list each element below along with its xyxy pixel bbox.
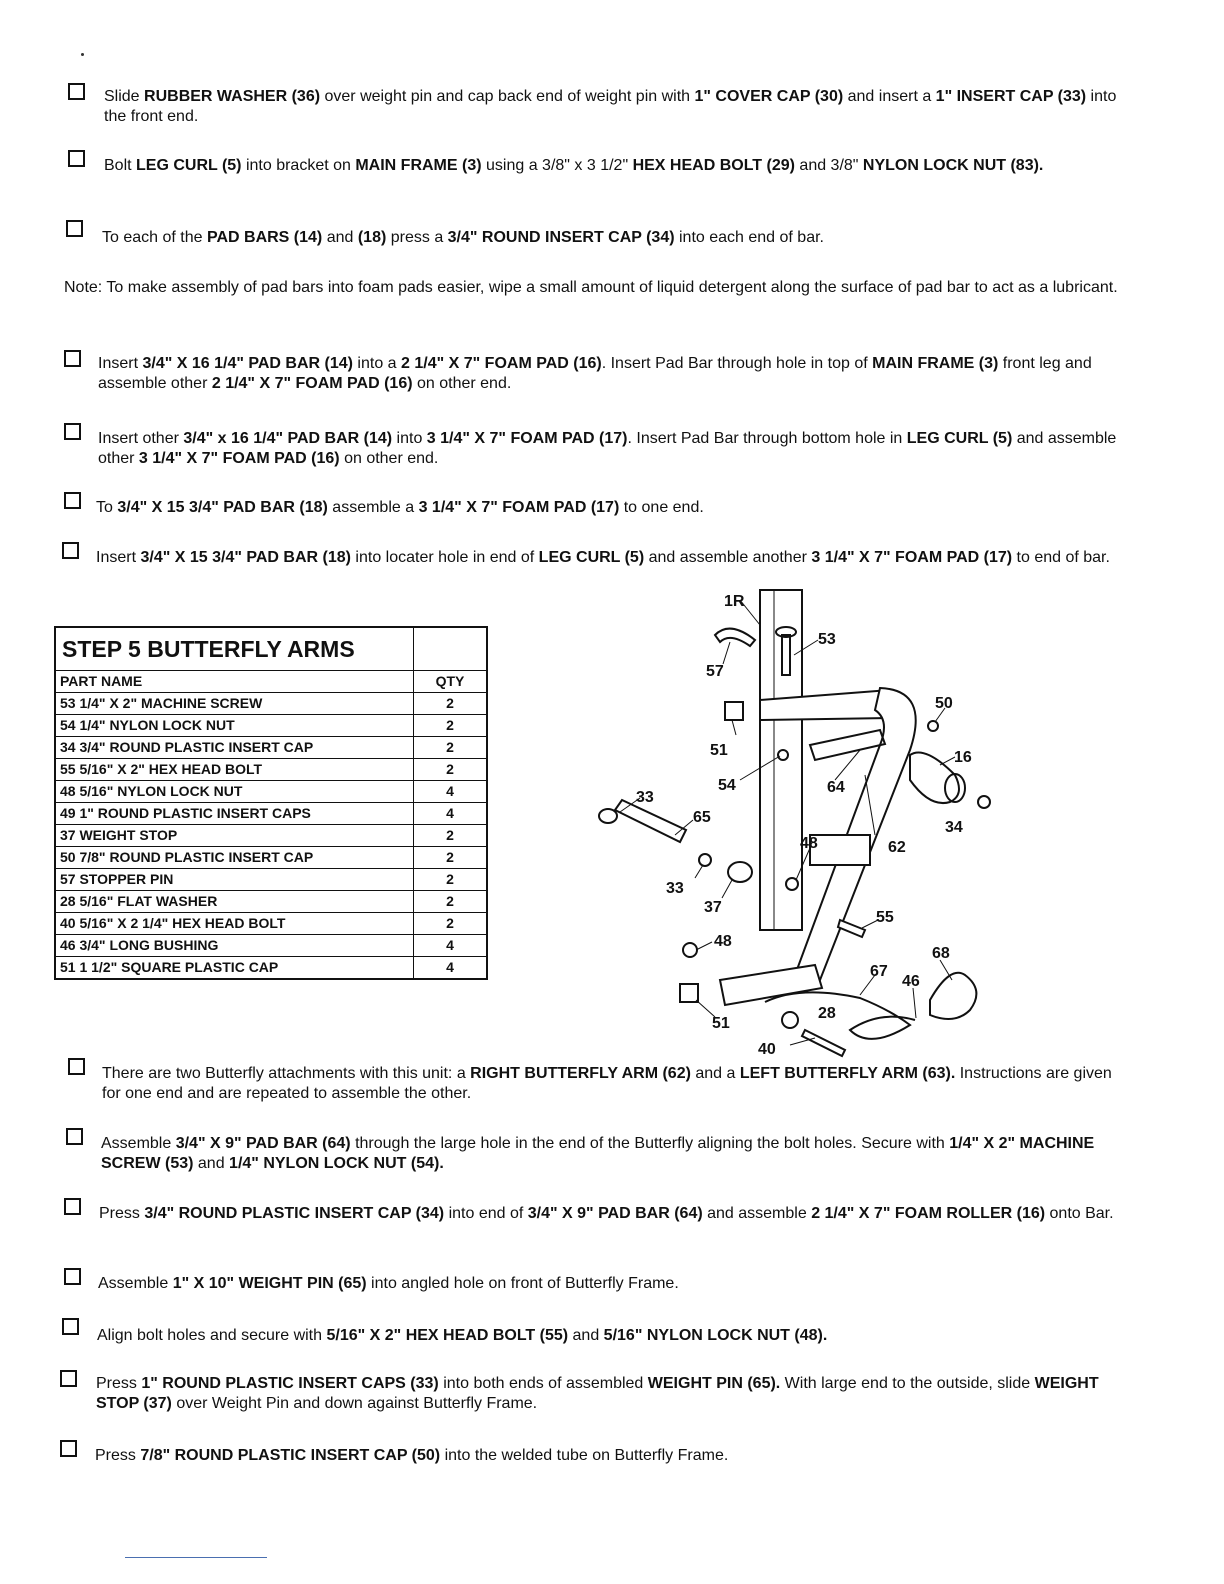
part-reference: 3/4" X 9" PAD BAR (64) <box>527 1205 703 1222</box>
instruction-segment: Insert other <box>98 430 184 447</box>
qty-cell: 2 <box>414 825 488 847</box>
checkbox[interactable] <box>64 423 81 440</box>
table-row <box>55 693 487 715</box>
instruction-text <box>96 548 1132 568</box>
cap-33-right <box>699 854 711 866</box>
table-row <box>55 825 487 847</box>
qty-cell: 2 <box>414 715 488 737</box>
label-54: 54 <box>718 777 736 794</box>
part-reference: MAIN FRAME (3) <box>355 157 482 174</box>
instruction-segment: Bolt <box>104 157 137 174</box>
instruction-text <box>104 87 1134 127</box>
checkbox[interactable] <box>60 1370 77 1387</box>
checkbox[interactable] <box>64 492 81 509</box>
square-cap-51-bottom <box>680 984 698 1002</box>
part-reference: 1/4" X 2" MACHINE SCREW (53) <box>101 1135 1095 1172</box>
instruction-segment: and 3/8" <box>794 157 863 174</box>
table-row <box>55 737 487 759</box>
instruction-segment: There are two Butterfly attachments with this unit: a <box>102 1065 471 1082</box>
instruction-segment: and assemble other <box>98 430 1117 467</box>
instruction-segment: into end of <box>444 1205 528 1222</box>
instruction-segment: over weight pin and cap back end of weight pin with <box>320 88 695 105</box>
label-33-right: 33 <box>666 880 684 897</box>
label-53: 53 <box>818 631 836 648</box>
instruction-text <box>98 429 1132 469</box>
instruction-segment: and assemble another <box>644 549 812 566</box>
part-reference: 3/4" ROUND PLASTIC INSERT CAP (34) <box>144 1205 445 1222</box>
part-reference: LEG CURL (5) <box>906 430 1013 447</box>
instruction-segment: To each of the <box>102 229 207 246</box>
insert-cap-34 <box>978 796 990 808</box>
part-reference: 1" ROUND PLASTIC INSERT CAPS (33) <box>141 1375 439 1392</box>
part-reference: NYLON LOCK NUT (83). <box>862 157 1044 174</box>
instruction-text <box>97 1326 1127 1346</box>
qty-cell: 2 <box>414 737 488 759</box>
part-name-cell: 48 5/16" NYLON LOCK NUT <box>55 781 414 803</box>
label-57: 57 <box>706 663 724 680</box>
part-reference: WEIGHT PIN (65). <box>647 1375 781 1392</box>
label-46: 46 <box>902 973 920 990</box>
checkbox[interactable] <box>64 1268 81 1285</box>
table-title-qty-blank <box>414 627 488 671</box>
part-reference: 3/4" X 15 3/4" PAD BAR (18) <box>117 499 328 516</box>
table-row <box>55 913 487 935</box>
label-55: 55 <box>876 909 894 926</box>
instruction-segment: Insert <box>98 355 143 372</box>
instruction-segment: into locater hole in end of <box>350 549 539 566</box>
instruction-segment: into the welded tube on Butterfly Frame. <box>440 1447 729 1464</box>
instruction-segment: Press <box>99 1205 145 1222</box>
part-reference: (18) <box>357 229 387 246</box>
part-reference: LEFT BUTTERFLY ARM (63). <box>739 1065 956 1082</box>
table-row <box>55 891 487 913</box>
checkbox[interactable] <box>68 83 85 100</box>
instruction-segment: and <box>193 1155 230 1172</box>
instruction-segment: to one end. <box>619 499 704 516</box>
part-reference: 3/4" ROUND INSERT CAP (34) <box>447 229 675 246</box>
part-reference: PAD BARS (14) <box>206 229 323 246</box>
part-reference: WEIGHT STOP (37) <box>96 1375 1099 1412</box>
part-name-cell: 57 STOPPER PIN <box>55 869 414 891</box>
handle-68 <box>930 973 976 1019</box>
frame-bracket <box>810 835 870 865</box>
instruction-text <box>102 1064 1130 1104</box>
part-name-cell: 49 1" ROUND PLASTIC INSERT CAPS <box>55 803 414 825</box>
checkbox[interactable] <box>64 1198 81 1215</box>
table-row <box>55 935 487 957</box>
weight-stop-37 <box>728 862 752 882</box>
label-1R: 1R <box>724 593 745 610</box>
qty-cell: 4 <box>414 803 488 825</box>
label-51-top: 51 <box>710 742 728 759</box>
part-reference: 2 1/4" X 7" FOAM PAD (16) <box>211 375 413 392</box>
instruction-segment: through the large hole in the end of the Butterfly aligning the bolt holes. Secure with <box>350 1135 950 1152</box>
part-reference: 7/8" ROUND PLASTIC INSERT CAP (50) <box>140 1447 441 1464</box>
instruction-text <box>98 354 1132 394</box>
lock-nut-48 <box>683 943 697 957</box>
butterfly-arm-diagram <box>560 580 1030 1060</box>
instruction-segment: on other end. <box>339 450 439 467</box>
instruction-segment: into a <box>352 355 402 372</box>
part-reference: 3/4" X 9" PAD BAR (64) <box>175 1135 351 1152</box>
instruction-text <box>96 1374 1128 1414</box>
table-row <box>55 803 487 825</box>
qty-cell: 2 <box>414 759 488 781</box>
instruction-segment: . Insert Pad Bar through hole in top of <box>601 355 873 372</box>
instruction-segment: assemble a <box>327 499 419 516</box>
instruction-segment: and <box>322 229 358 246</box>
part-name-cell: 51 1 1/2" SQUARE PLASTIC CAP <box>55 957 414 980</box>
label-16: 16 <box>954 749 972 766</box>
label-64: 64 <box>827 779 845 796</box>
qty-cell: 2 <box>414 693 488 715</box>
instruction-segment: into the front end. <box>104 88 1117 125</box>
instruction-text <box>98 1274 1128 1294</box>
part-reference: 5/16" NYLON LOCK NUT (48). <box>603 1327 828 1344</box>
instruction-segment: press a <box>386 229 448 246</box>
checkbox[interactable] <box>64 350 81 367</box>
instruction-text <box>102 228 1132 248</box>
cable-67 <box>765 992 915 1039</box>
instruction-segment: over Weight Pin and down against Butterfly Frame. <box>171 1395 538 1412</box>
part-reference: 1" INSERT CAP (33) <box>935 88 1087 105</box>
instruction-text <box>104 156 1134 176</box>
part-reference: MAIN FRAME (3) <box>872 355 999 372</box>
table-row <box>55 715 487 737</box>
table-title-row <box>55 627 487 671</box>
label-68: 68 <box>932 945 950 962</box>
instruction-segment: into each end of bar. <box>674 229 824 246</box>
instruction-segment: into bracket on <box>241 157 356 174</box>
instruction-segment: Insert <box>96 549 141 566</box>
part-name-cell: 37 WEIGHT STOP <box>55 825 414 847</box>
part-reference: 2 1/4" X 7" FOAM ROLLER (16) <box>811 1205 1046 1222</box>
pad-bar-64 <box>810 730 885 760</box>
checkbox[interactable] <box>66 220 83 237</box>
part-name-cell: 40 5/16" X 2 1/4" HEX HEAD BOLT <box>55 913 414 935</box>
part-name-cell: 54 1/4" NYLON LOCK NUT <box>55 715 414 737</box>
part-reference: LEG CURL (5) <box>136 157 242 174</box>
checkbox[interactable] <box>60 1440 77 1457</box>
instruction-text <box>95 1446 1127 1466</box>
instruction-segment: With large end to the outside, slide <box>780 1375 1035 1392</box>
part-name-cell: 55 5/16" X 2" HEX HEAD BOLT <box>55 759 414 781</box>
instruction-segment: and <box>568 1327 604 1344</box>
part-reference: 3 1/4" X 7" FOAM PAD (17) <box>811 549 1013 566</box>
part-reference: HEX HEAD BOLT (29) <box>632 157 795 174</box>
label-34: 34 <box>945 819 963 836</box>
instruction-segment: and insert a <box>843 88 936 105</box>
scan-speck <box>81 53 84 56</box>
instruction-segment: Slide <box>104 88 145 105</box>
part-reference: 3 1/4" X 7" FOAM PAD (17) <box>418 499 620 516</box>
table-row <box>55 847 487 869</box>
part-name-cell: 28 5/16" FLAT WASHER <box>55 891 414 913</box>
instruction-text <box>99 1204 1129 1224</box>
instruction-segment: Assemble <box>101 1135 176 1152</box>
part-reference: 3/4" X 16 1/4" PAD BAR (14) <box>142 355 353 372</box>
instruction-segment: and a <box>690 1065 740 1082</box>
hex-bolt-40 <box>802 1030 845 1056</box>
label-40: 40 <box>758 1041 776 1058</box>
qty-cell: 4 <box>414 957 488 980</box>
weight-pin-65 <box>615 800 686 842</box>
part-reference: 3 1/4" X 7" FOAM PAD (16) <box>138 450 340 467</box>
table-row <box>55 957 487 980</box>
label-28: 28 <box>818 1005 836 1022</box>
instruction-text <box>96 498 1130 518</box>
table-row <box>55 781 487 803</box>
part-reference: 3/4" x 16 1/4" PAD BAR (14) <box>183 430 393 447</box>
part-reference: 5/16" X 2" HEX HEAD BOLT (55) <box>326 1327 569 1344</box>
insert-cap-50 <box>928 721 938 731</box>
instruction-segment: Press <box>95 1447 141 1464</box>
machine-screw-53 <box>782 635 790 675</box>
instruction-segment: and assemble <box>702 1205 812 1222</box>
instruction-segment: using a 3/8" x 3 1/2" <box>481 157 633 174</box>
column-header-part-name: PART NAME <box>55 671 414 693</box>
instruction-text <box>101 1134 1129 1174</box>
instruction-segment: front leg and assemble other <box>98 355 1092 392</box>
checkbox[interactable] <box>68 150 85 167</box>
label-62: 62 <box>888 839 906 856</box>
label-33-left: 33 <box>636 789 654 806</box>
parts-table-body <box>55 627 487 979</box>
instruction-segment: Align bolt holes and secure with <box>97 1327 327 1344</box>
instruction-segment: Press <box>96 1375 142 1392</box>
checkbox[interactable] <box>62 542 79 559</box>
checkbox[interactable] <box>62 1318 79 1335</box>
qty-cell: 2 <box>414 913 488 935</box>
part-reference: RUBBER WASHER (36) <box>144 88 321 105</box>
instruction-segment: into both ends of assembled <box>438 1375 648 1392</box>
label-48-mid: 48 <box>800 835 818 852</box>
part-reference: 1" X 10" WEIGHT PIN (65) <box>172 1275 367 1292</box>
part-name-cell: 34 3/4" ROUND PLASTIC INSERT CAP <box>55 737 414 759</box>
stopper-pin-57 <box>715 629 755 646</box>
qty-cell: 4 <box>414 935 488 957</box>
table-row <box>55 759 487 781</box>
checkbox[interactable] <box>66 1128 83 1145</box>
instruction-segment: Assemble <box>98 1275 173 1292</box>
foam-roller-16 <box>910 753 959 804</box>
flat-washer-28 <box>782 1012 798 1028</box>
part-reference: RIGHT BUTTERFLY ARM (62) <box>470 1065 691 1082</box>
part-name-cell: 46 3/4" LONG BUSHING <box>55 935 414 957</box>
square-cap-51-top <box>725 702 743 720</box>
label-65: 65 <box>693 809 711 826</box>
part-reference: 3 1/4" X 7" FOAM PAD (17) <box>426 430 628 447</box>
qty-cell: 4 <box>414 781 488 803</box>
instruction-segment: . Insert Pad Bar through bottom hole in <box>627 430 907 447</box>
column-header-qty: QTY <box>414 671 488 693</box>
parts-table <box>54 626 488 980</box>
instruction-segment: on other end. <box>412 375 512 392</box>
part-reference: 1/4" NYLON LOCK NUT (54). <box>229 1155 444 1172</box>
label-48-low: 48 <box>714 933 732 950</box>
hex-bolt-55 <box>838 920 865 937</box>
label-67: 67 <box>870 963 888 980</box>
part-reference: 1" COVER CAP (30) <box>694 88 844 105</box>
instruction-segment: to end of bar. <box>1012 549 1110 566</box>
instruction-segment: into <box>392 430 427 447</box>
cap-33-left <box>599 809 617 823</box>
instruction-segment: into angled hole on front of Butterfly Frame. <box>366 1275 679 1292</box>
qty-cell: 2 <box>414 891 488 913</box>
table-title: STEP 5 BUTTERFLY ARMS <box>55 627 414 671</box>
instruction-segment: Instructions are given for one end and are repeated to assemble the other. <box>102 1065 1112 1102</box>
checkbox[interactable] <box>68 1058 85 1075</box>
instruction-segment: onto Bar. <box>1045 1205 1114 1222</box>
part-reference: 2 1/4" X 7" FOAM PAD (16) <box>401 355 602 372</box>
part-reference: 3/4" X 15 3/4" PAD BAR (18) <box>140 549 351 566</box>
part-name-cell: 53 1/4" X 2" MACHINE SCREW <box>55 693 414 715</box>
table-header-row <box>55 671 487 693</box>
qty-cell: 2 <box>414 847 488 869</box>
label-37: 37 <box>704 899 722 916</box>
instruction-segment: To <box>96 499 118 516</box>
part-reference: LEG CURL (5) <box>538 549 645 566</box>
lubricant-note: Note: To make assembly of pad bars into foam pads easier, wipe a small amount of liquid detergent along the surface of pad bar to act as a lubricant. <box>64 279 1118 296</box>
part-name-cell: 50 7/8" ROUND PLASTIC INSERT CAP <box>55 847 414 869</box>
table-row <box>55 869 487 891</box>
footer-rule <box>125 1557 267 1558</box>
qty-cell: 2 <box>414 869 488 891</box>
label-50: 50 <box>935 695 953 712</box>
label-51-bottom: 51 <box>712 1015 730 1032</box>
